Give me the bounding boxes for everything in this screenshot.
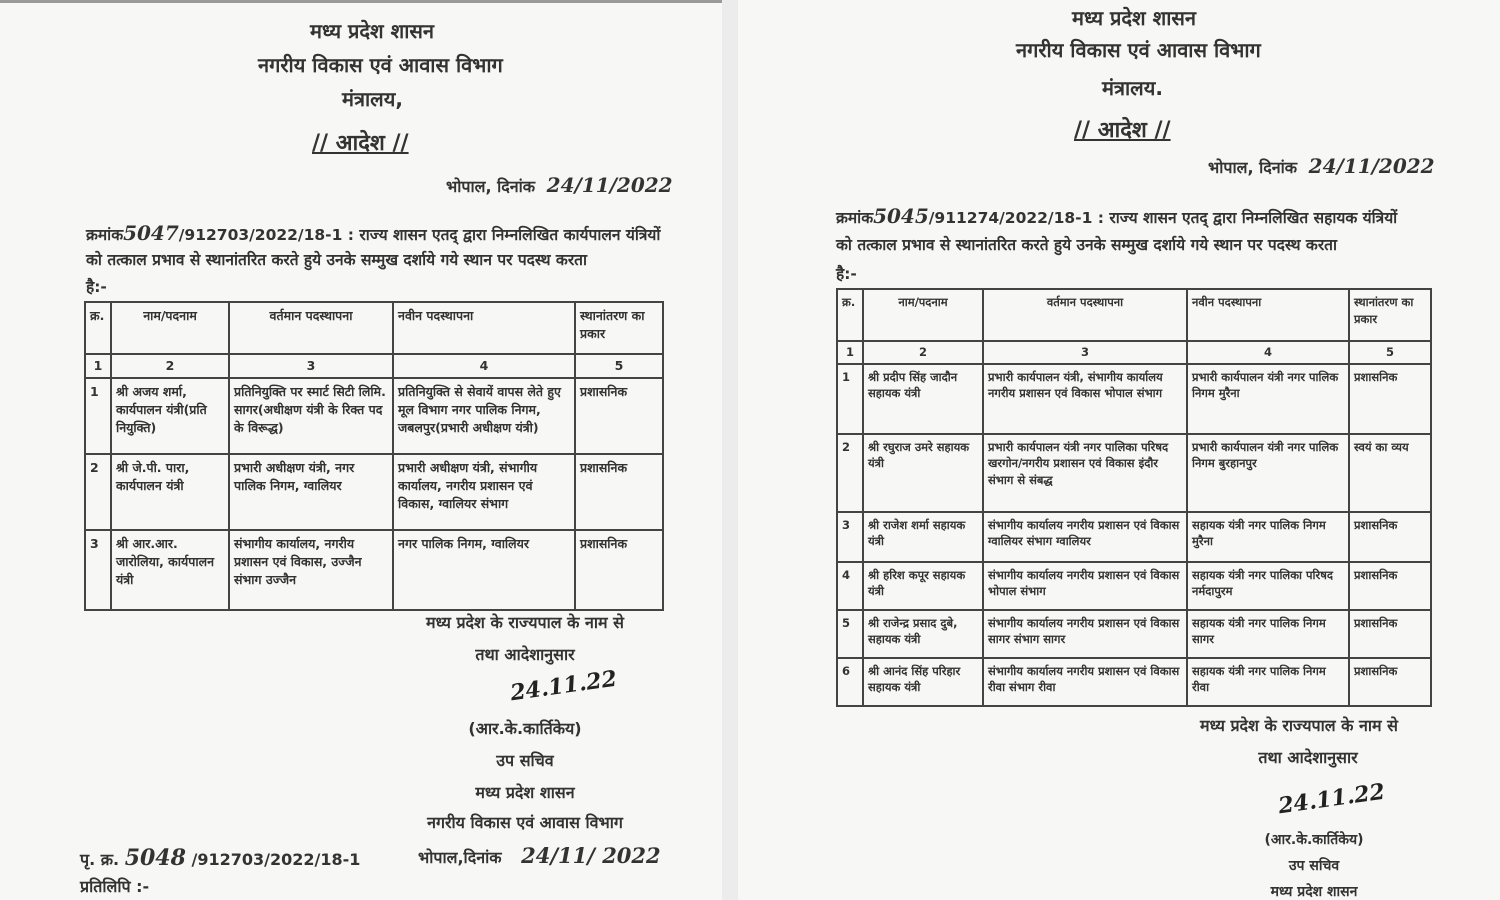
- cell-serial: 2: [85, 454, 111, 530]
- header-cell: वर्तमान पदस्थापना: [229, 302, 393, 354]
- cell-current-posting: प्रभारी अधीक्षण यंत्री, नगर पालिक निगम, ग्वालियर: [229, 454, 393, 530]
- order-authority-line: तथा आदेशानुसार: [475, 645, 575, 664]
- cell-new-posting: प्रभारी कार्यपालन यंत्री नगर पालिक निगम बुरहानपुर: [1187, 434, 1349, 512]
- date-value: 24/11/2022: [1308, 154, 1435, 178]
- order-reference: /912703/2022/18-1 : राज्य शासन एतद् द्वारा निम्नलिखित कार्यपालन यंत्रियों: [178, 226, 661, 244]
- header-cell: नवीन पदस्थापना: [393, 302, 575, 354]
- department-header: नगरीय विकास एवं आवास विभाग: [1016, 38, 1261, 62]
- cell-name: श्री आर.आर. जारोलिया, कार्यपालन यंत्री: [111, 530, 229, 610]
- signature-date: 24.11.22: [1276, 778, 1387, 820]
- left-order-document: [0, 0, 722, 900]
- header-cell: नाम/पदनाम: [863, 289, 983, 341]
- cell-serial: 6: [837, 658, 863, 706]
- dateline: [446, 173, 673, 197]
- order-title: // आदेश //: [312, 131, 409, 156]
- cell-transfer-type: प्रशासनिक: [1349, 562, 1431, 610]
- dateline-prefix: भोपाल, दिनांक: [1208, 158, 1298, 177]
- signatory-govt: मध्य प्रदेश शासन: [475, 783, 575, 802]
- ministry-header: मंत्रालय,: [342, 87, 403, 111]
- transfer-table: [836, 288, 1432, 707]
- signatory-dept: नगरीय विकास एवं आवास विभाग: [427, 813, 623, 832]
- order-ref-line: [86, 221, 660, 245]
- signatory-designation: उप सचिव: [1288, 858, 1340, 874]
- governor-line: मध्य प्रदेश के राज्यपाल के नाम से: [1200, 716, 1398, 735]
- header-cell: नवीन पदस्थापना: [1187, 289, 1349, 341]
- cell-transfer-type: प्रशासनिक: [1349, 658, 1431, 706]
- cell-serial: 3: [837, 512, 863, 562]
- dateline: [1208, 154, 1435, 178]
- cell-current-posting: प्रभारी कार्यपालन यंत्री नगर पालिका परिषद खरगोन/नगरीय प्रशासन एवं विकास इंदौर संभाग से संबद्ध: [983, 434, 1187, 512]
- order-authority-line: तथा आदेशानुसार: [1258, 748, 1358, 767]
- table-row: [85, 530, 663, 610]
- order-number-handwritten: 5047: [123, 221, 179, 245]
- table-row: [837, 610, 1431, 658]
- cell-new-posting: प्रभारी कार्यपालन यंत्री नगर पालिक निगम मुरैना: [1187, 364, 1349, 434]
- cell-current-posting: संभागीय कार्यालय नगरीय प्रशासन एवं विकास सागर संभाग सागर: [983, 610, 1187, 658]
- table-row: [85, 378, 663, 454]
- cell-transfer-type: प्रशासनिक: [575, 378, 663, 454]
- cell-name: श्री राजेन्द्र प्रसाद दुबे, सहायक यंत्री: [863, 610, 983, 658]
- cell-serial: 1: [85, 378, 111, 454]
- cell-name: श्री हरिश कपूर सहायक यंत्री: [863, 562, 983, 610]
- column-number: 4: [393, 354, 575, 378]
- header-cell: नाम/पदनाम: [111, 302, 229, 354]
- header-cell: क्र.: [85, 302, 111, 354]
- order-number-prefix: क्रमांक: [836, 209, 874, 227]
- cell-transfer-type: प्रशासनिक: [575, 454, 663, 530]
- header-cell: क्र.: [837, 289, 863, 341]
- column-number: 3: [229, 354, 393, 378]
- cell-current-posting: प्रभारी कार्यपालन यंत्री, संभागीय कार्यालय नगरीय प्रशासन एवं विकास भोपाल संभाग: [983, 364, 1187, 434]
- cell-new-posting: सहायक यंत्री नगर पालिका परिषद नर्मदापुरम: [1187, 562, 1349, 610]
- column-number: 3: [983, 341, 1187, 364]
- cell-transfer-type: प्रशासनिक: [1349, 512, 1431, 562]
- cell-current-posting: संभागीय कार्यालय, नगरीय प्रशासन एवं विकास, उज्जैन संभाग उज्जैन: [229, 530, 393, 610]
- column-number: 2: [111, 354, 229, 378]
- cell-name: श्री रघुराज उमरे सहायक यंत्री: [863, 434, 983, 512]
- cell-name: श्री अजय शर्मा, कार्यपालन यंत्री(प्रति नियुक्ति): [111, 378, 229, 454]
- order-ref-line: [836, 204, 1397, 228]
- cell-transfer-type: प्रशासनिक: [1349, 364, 1431, 434]
- copy-ref-handwritten: 5048: [124, 845, 186, 871]
- table-header-row: [85, 302, 663, 354]
- copy-date-prefix: भोपाल,दिनांक: [418, 848, 502, 867]
- column-number: 2: [863, 341, 983, 364]
- transfer-table: [84, 301, 664, 611]
- header-cell: वर्तमान पदस्थापना: [983, 289, 1187, 341]
- column-number: 5: [575, 354, 663, 378]
- governor-line: मध्य प्रदेश के राज्यपाल के नाम से: [426, 613, 624, 632]
- cell-serial: 1: [837, 364, 863, 434]
- signature-image: [1277, 779, 1387, 820]
- signatory-govt: मध्य प्रदेश शासन: [1270, 884, 1358, 900]
- order-body-line3: है:-: [836, 265, 857, 283]
- cell-name: श्री जे.पी. पारा, कार्यपालन यंत्री: [111, 454, 229, 530]
- column-number-row: [837, 341, 1431, 364]
- table-row: [837, 512, 1431, 562]
- table-row: [837, 562, 1431, 610]
- cell-transfer-type: प्रशासनिक: [1349, 610, 1431, 658]
- column-number: 4: [1187, 341, 1349, 364]
- order-reference: /911274/2022/18-1 : राज्य शासन एतद् द्वारा निम्नलिखित सहायक यंत्रियों: [928, 209, 1398, 227]
- cell-transfer-type: प्रशासनिक: [575, 530, 663, 610]
- order-body-line3: है:-: [86, 278, 107, 296]
- copy-ref-number: /912703/2022/18-1: [191, 850, 361, 869]
- table-header-row: [837, 289, 1431, 341]
- signatory-name: (आर.के.कार्तिकेय): [468, 719, 582, 738]
- cell-new-posting: प्रतिनियुक्ति से सेवायें वापस लेते हुए मूल विभाग नगर पालिक निगम, जबलपुर(प्रभारी अधीक्षण यंत्री): [393, 378, 575, 454]
- copy-label: प्रतिलिपि :-: [80, 877, 150, 896]
- cell-current-posting: संभागीय कार्यालय नगरीय प्रशासन एवं विकास भोपाल संभाग: [983, 562, 1187, 610]
- cell-new-posting: सहायक यंत्री नगर पालिक निगम रीवा: [1187, 658, 1349, 706]
- header-cell: स्थानांतरण का प्रकार: [575, 302, 663, 354]
- cell-new-posting: सहायक यंत्री नगर पालिक निगम मुरैना: [1187, 512, 1349, 562]
- date-value: 24/11/2022: [546, 173, 673, 197]
- order-number-handwritten: 5045: [873, 204, 929, 228]
- govt-header: मध्य प्रदेश शासन: [1072, 6, 1197, 30]
- table-row: [837, 658, 1431, 706]
- column-number: 1: [85, 354, 111, 378]
- dateline-prefix: भोपाल, दिनांक: [446, 177, 536, 196]
- cell-name: श्री प्रदीप सिंह जादौन सहायक यंत्री: [863, 364, 983, 434]
- column-number: 5: [1349, 341, 1431, 364]
- cell-serial: 4: [837, 562, 863, 610]
- cell-name: श्री आनंद सिंह परिहार सहायक यंत्री: [863, 658, 983, 706]
- signatory-designation: उप सचिव: [496, 751, 554, 770]
- copy-date: 24/11/ 2022: [521, 843, 661, 868]
- copy-reference-line: [80, 845, 360, 871]
- cell-transfer-type: स्वयं का व्यय: [1349, 434, 1431, 512]
- signatory-name: (आर.के.कार्तिकेय): [1264, 832, 1364, 848]
- cell-current-posting: संभागीय कार्यालय नगरीय प्रशासन एवं विकास ग्वालियर संभाग ग्वालियर: [983, 512, 1187, 562]
- cell-serial: 2: [837, 434, 863, 512]
- order-body-line2: को तत्काल प्रभाव से स्थानांतरित करते हुये उनके सम्मुख दर्शाये गये स्थान पर पदस्थ करता: [836, 236, 1338, 254]
- table-row: [85, 454, 663, 530]
- table-row: [837, 364, 1431, 434]
- cell-name: श्री राजेश शर्मा सहायक यंत्री: [863, 512, 983, 562]
- cell-current-posting: प्रतिनियुक्ति पर स्मार्ट सिटी लिमि. सागर(अधीक्षण यंत्री के रिक्त पद के विरूद्ध): [229, 378, 393, 454]
- column-number-row: [85, 354, 663, 378]
- signature-date: 24.11.22: [508, 665, 619, 707]
- cell-serial: 5: [837, 610, 863, 658]
- table-row: [837, 434, 1431, 512]
- cell-new-posting: सहायक यंत्री नगर पालिक निगम सागर: [1187, 610, 1349, 658]
- order-title: // आदेश //: [1074, 118, 1171, 143]
- signature-image: [509, 666, 619, 707]
- cell-serial: 3: [85, 530, 111, 610]
- ministry-header: मंत्रालय.: [1102, 76, 1163, 100]
- cell-new-posting: प्रभारी अधीक्षण यंत्री, संभागीय कार्यालय, नगरीय प्रशासन एवं विकास, ग्वालियर संभाग: [393, 454, 575, 530]
- order-body-line2: को तत्काल प्रभाव से स्थानांतरित करते हुये उनके सम्मुख दर्शाये गये स्थान पर पदस्थ करता: [86, 251, 588, 269]
- cell-new-posting: नगर पालिक निगम, ग्वालियर: [393, 530, 575, 610]
- cell-current-posting: संभागीय कार्यालय नगरीय प्रशासन एवं विकास रीवा संभाग रीवा: [983, 658, 1187, 706]
- govt-header: मध्य प्रदेश शासन: [310, 19, 435, 43]
- column-number: 1: [837, 341, 863, 364]
- copy-dateline: [418, 843, 661, 868]
- header-cell: स्थानांतरण का प्रकार: [1349, 289, 1431, 341]
- right-order-document: [738, 0, 1500, 900]
- order-number-prefix: क्रमांक: [86, 226, 124, 244]
- department-header: नगरीय विकास एवं आवास विभाग: [258, 53, 503, 77]
- copy-ref-prefix: पृ. क्र.: [80, 850, 120, 869]
